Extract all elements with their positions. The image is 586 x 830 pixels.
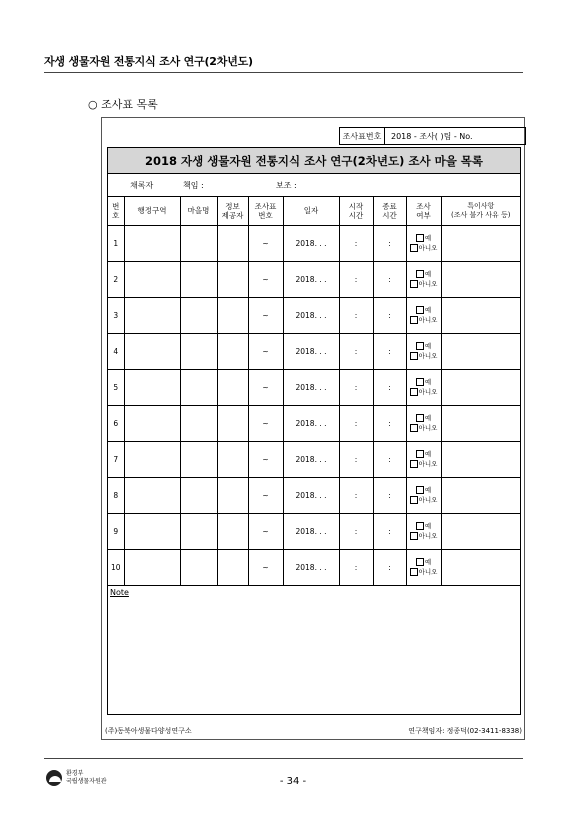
yes-option[interactable]: 예 (407, 378, 441, 388)
checkbox-icon[interactable] (410, 532, 418, 540)
informant-cell[interactable] (217, 226, 248, 262)
district-cell[interactable] (124, 478, 180, 514)
yes-option[interactable]: 예 (407, 270, 441, 280)
row-number: 3 (108, 298, 124, 334)
survey-status-cell (406, 262, 441, 298)
checkbox-icon[interactable] (416, 486, 424, 494)
remarks-cell[interactable] (441, 406, 520, 442)
table-row (108, 478, 520, 514)
checkbox-icon[interactable] (410, 280, 418, 288)
checkbox-icon[interactable] (416, 414, 424, 422)
survey-id-label: 조사표번호 (340, 128, 385, 144)
yes-option[interactable]: 예 (407, 558, 441, 568)
no-option[interactable]: 아니오 (407, 244, 441, 254)
no-option[interactable]: 아니오 (407, 280, 441, 290)
assistant-label: 보조 : (276, 181, 297, 190)
survey-id-box (339, 127, 526, 145)
informant-cell[interactable] (217, 370, 248, 406)
start-time-cell[interactable]: : (339, 262, 373, 298)
end-time-cell[interactable]: : (373, 514, 406, 550)
row-number: 10 (108, 550, 124, 586)
column-header: 특이사항 (조사 불가 사유 등) (441, 197, 520, 226)
column-header: 마을명 (180, 197, 217, 226)
start-time-cell[interactable]: : (339, 334, 373, 370)
start-time-cell[interactable]: : (339, 514, 373, 550)
survey-status-cell (406, 334, 441, 370)
informant-cell[interactable] (217, 478, 248, 514)
no-option[interactable]: 아니오 (407, 388, 441, 398)
table-row (108, 298, 520, 334)
survey-number-cell[interactable]: ~ (248, 298, 283, 334)
date-cell[interactable]: 2018. . . (283, 478, 339, 514)
end-time-cell[interactable]: : (373, 478, 406, 514)
row-number: 9 (108, 514, 124, 550)
yes-option[interactable]: 예 (407, 306, 441, 316)
date-cell[interactable]: 2018. . . (283, 442, 339, 478)
table-row (108, 334, 520, 370)
district-cell[interactable] (124, 370, 180, 406)
column-header: 번 호 (108, 197, 124, 226)
form-title: 2018 자생 생물자원 전통지식 조사 연구(2차년도) 조사 마을 목록 (108, 148, 520, 174)
informant-cell[interactable] (217, 442, 248, 478)
yes-option[interactable]: 예 (407, 414, 441, 424)
date-cell[interactable]: 2018. . . (283, 334, 339, 370)
column-header: 일자 (283, 197, 339, 226)
no-option[interactable]: 아니오 (407, 496, 441, 506)
date-cell[interactable]: 2018. . . (283, 514, 339, 550)
table-row (108, 226, 520, 262)
start-time-cell[interactable]: : (339, 550, 373, 586)
survey-id-value: 2018 - 조사( )팀 - No. (391, 131, 473, 141)
survey-number-cell[interactable]: ~ (248, 262, 283, 298)
yes-option[interactable]: 예 (407, 522, 441, 532)
village-table (108, 197, 520, 586)
checkbox-icon[interactable] (410, 460, 418, 468)
yes-option[interactable]: 예 (407, 486, 441, 496)
remarks-cell[interactable] (441, 478, 520, 514)
survey-number-cell[interactable]: ~ (248, 406, 283, 442)
district-cell[interactable] (124, 226, 180, 262)
start-time-cell[interactable]: : (339, 370, 373, 406)
row-number: 6 (108, 406, 124, 442)
column-header: 시작 시간 (339, 197, 373, 226)
survey-status-cell (406, 370, 441, 406)
checkbox-icon[interactable] (410, 352, 418, 360)
date-cell[interactable]: 2018. . . (283, 550, 339, 586)
end-time-cell[interactable]: : (373, 334, 406, 370)
survey-status-cell (406, 298, 441, 334)
survey-number-cell[interactable]: ~ (248, 226, 283, 262)
table-row (108, 514, 520, 550)
informant-cell[interactable] (217, 514, 248, 550)
district-cell[interactable] (124, 406, 180, 442)
checkbox-icon[interactable] (410, 496, 418, 504)
remarks-cell[interactable] (441, 442, 520, 478)
checkbox-icon[interactable] (416, 234, 424, 242)
end-time-cell[interactable]: : (373, 406, 406, 442)
informant-cell[interactable] (217, 262, 248, 298)
village-cell[interactable] (180, 370, 217, 406)
district-cell[interactable] (124, 334, 180, 370)
no-option[interactable]: 아니오 (407, 352, 441, 362)
survey-status-cell (406, 442, 441, 478)
yes-option[interactable]: 예 (407, 234, 441, 244)
column-header: 종료 시간 (373, 197, 406, 226)
table-body (108, 226, 520, 586)
village-cell[interactable] (180, 406, 217, 442)
checkbox-icon[interactable] (416, 450, 424, 458)
institute-name: (주)동북아생물다양성연구소 (105, 727, 192, 735)
survey-status-cell (406, 226, 441, 262)
village-cell[interactable] (180, 298, 217, 334)
village-list-form (107, 147, 521, 715)
remarks-cell[interactable] (441, 298, 520, 334)
table-row (108, 262, 520, 298)
column-header: 정보 제공자 (217, 197, 248, 226)
row-number: 2 (108, 262, 124, 298)
district-cell[interactable] (124, 262, 180, 298)
remarks-cell[interactable] (441, 550, 520, 586)
date-cell[interactable]: 2018. . . (283, 298, 339, 334)
start-time-cell[interactable]: : (339, 298, 373, 334)
end-time-cell[interactable]: : (373, 442, 406, 478)
survey-status-cell (406, 550, 441, 586)
checkbox-icon[interactable] (410, 568, 418, 576)
end-time-cell[interactable]: : (373, 298, 406, 334)
logo-line2: 국립생물자원관 (66, 778, 107, 785)
survey-number-cell[interactable]: ~ (248, 550, 283, 586)
informant-cell[interactable] (217, 334, 248, 370)
column-header: 조사 여부 (406, 197, 441, 226)
start-time-cell[interactable]: : (339, 226, 373, 262)
section-title: ○ 조사표 목록 (88, 98, 158, 111)
end-time-cell[interactable]: : (373, 262, 406, 298)
row-number: 8 (108, 478, 124, 514)
recorder-row (108, 174, 520, 197)
end-time-cell[interactable]: : (373, 550, 406, 586)
date-cell[interactable]: 2018. . . (283, 226, 339, 262)
village-cell[interactable] (180, 442, 217, 478)
remarks-cell[interactable] (441, 334, 520, 370)
remarks-cell[interactable] (441, 370, 520, 406)
logo-line1: 환경부 (66, 770, 84, 778)
survey-status-cell (406, 514, 441, 550)
survey-number-cell[interactable]: ~ (248, 478, 283, 514)
no-option[interactable]: 아니오 (407, 532, 441, 542)
table-row (108, 550, 520, 586)
start-time-cell[interactable]: : (339, 406, 373, 442)
remarks-cell[interactable] (441, 514, 520, 550)
no-option[interactable]: 아니오 (407, 424, 441, 434)
village-cell[interactable] (180, 478, 217, 514)
end-time-cell[interactable]: : (373, 370, 406, 406)
row-number: 4 (108, 334, 124, 370)
checkbox-icon[interactable] (416, 306, 424, 314)
row-number: 1 (108, 226, 124, 262)
recorder-label: 채록자 (130, 181, 154, 190)
remarks-cell[interactable] (441, 262, 520, 298)
informant-cell[interactable] (217, 550, 248, 586)
start-time-cell[interactable]: : (339, 442, 373, 478)
survey-number-cell[interactable]: ~ (248, 334, 283, 370)
survey-status-cell (406, 478, 441, 514)
note-area[interactable] (108, 586, 520, 720)
row-number: 7 (108, 442, 124, 478)
checkbox-icon[interactable] (416, 522, 424, 530)
survey-number-cell[interactable]: ~ (248, 514, 283, 550)
informant-cell[interactable] (217, 298, 248, 334)
village-cell[interactable] (180, 514, 217, 550)
checkbox-icon[interactable] (416, 270, 424, 278)
checkbox-icon[interactable] (416, 342, 424, 350)
informant-cell[interactable] (217, 406, 248, 442)
researcher-contact: 연구책임자: 정종덕(02-3411-8338) (408, 727, 522, 735)
survey-number-cell[interactable]: ~ (248, 442, 283, 478)
district-cell[interactable] (124, 550, 180, 586)
yes-option[interactable]: 예 (407, 450, 441, 460)
district-cell[interactable] (124, 298, 180, 334)
header-rule (44, 72, 523, 73)
survey-number-cell[interactable]: ~ (248, 370, 283, 406)
page-number: - 34 - (279, 776, 307, 787)
checkbox-icon[interactable] (416, 558, 424, 566)
start-time-cell[interactable]: : (339, 478, 373, 514)
no-option[interactable]: 아니오 (407, 568, 441, 578)
no-option[interactable]: 아니오 (407, 460, 441, 470)
date-cell[interactable]: 2018. . . (283, 262, 339, 298)
checkbox-icon[interactable] (416, 378, 424, 386)
no-option[interactable]: 아니오 (407, 316, 441, 326)
column-header: 행정구역 (124, 197, 180, 226)
note-label: Note (110, 588, 129, 597)
checkbox-icon[interactable] (410, 424, 418, 432)
table-row (108, 442, 520, 478)
end-time-cell[interactable]: : (373, 226, 406, 262)
table-header-row (108, 197, 520, 226)
lead-label: 책임 : (183, 181, 204, 190)
table-row (108, 406, 520, 442)
village-cell[interactable] (180, 226, 217, 262)
yes-option[interactable]: 예 (407, 342, 441, 352)
footer-rule (44, 758, 523, 759)
survey-status-cell (406, 406, 441, 442)
district-cell[interactable] (124, 514, 180, 550)
checkbox-icon[interactable] (410, 388, 418, 396)
date-cell[interactable]: 2018. . . (283, 370, 339, 406)
checkbox-icon[interactable] (410, 244, 418, 252)
date-cell[interactable]: 2018. . . (283, 406, 339, 442)
district-cell[interactable] (124, 442, 180, 478)
village-cell[interactable] (180, 262, 217, 298)
remarks-cell[interactable] (441, 226, 520, 262)
column-header: 조사표 번호 (248, 197, 283, 226)
running-header: 자생 생물자원 전통지식 조사 연구(2차년도) (44, 55, 253, 68)
row-number: 5 (108, 370, 124, 406)
village-cell[interactable] (180, 550, 217, 586)
table-row (108, 370, 520, 406)
village-cell[interactable] (180, 334, 217, 370)
checkbox-icon[interactable] (410, 316, 418, 324)
